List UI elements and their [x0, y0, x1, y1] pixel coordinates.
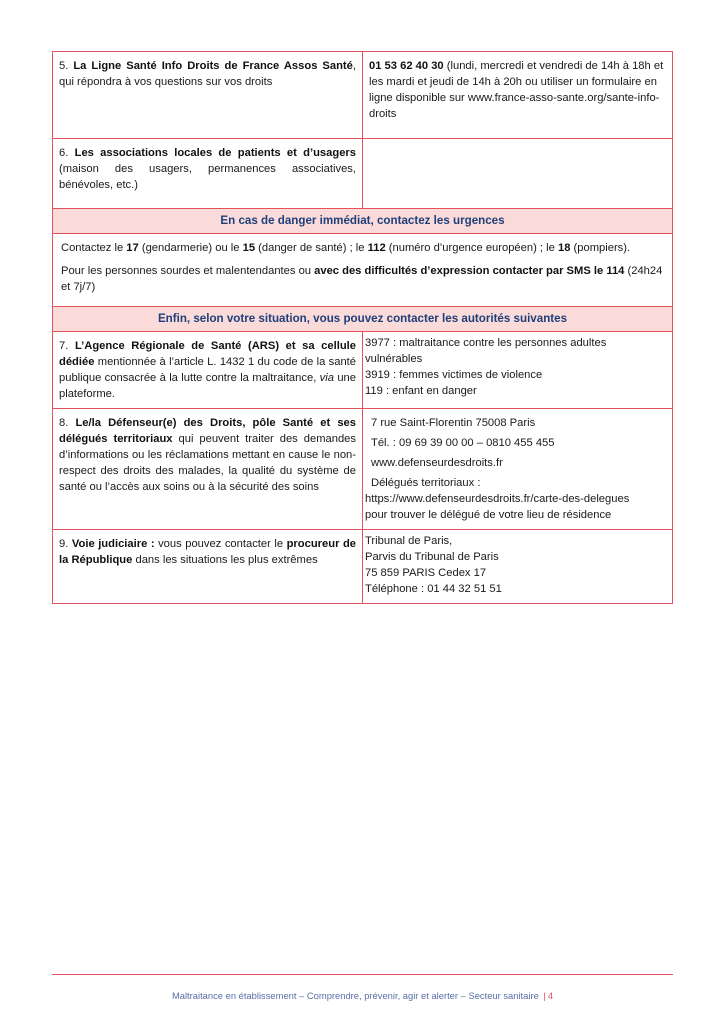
text: (gendarmerie) ou le: [138, 242, 243, 254]
resource-name: Les associations locales de patients et d’usagers: [74, 147, 357, 159]
resource-cell-8: [53, 409, 363, 530]
delegates-url: https://www.defenseurdesdroits.fr/carte-des-delegues: [365, 493, 630, 505]
hotline-line: 3977 : maltraitance contre les personnes adultes vulnérables: [365, 337, 607, 365]
text: Pour les personnes sourdes et malentendantes ou: [61, 265, 315, 277]
page-footer: [52, 990, 673, 1001]
resource-description-end: dans les situations les plus extrêmes: [132, 554, 318, 566]
item-number: 7.: [59, 340, 69, 352]
firefighters-number: 18: [557, 242, 571, 254]
court-line: Téléphone : 01 44 32 51 51: [365, 583, 502, 595]
delegates-block: [365, 491, 666, 523]
resource-description: qui peuvent traiter des demandes d’informations ou les réclamations mettant en cause le non-respect des droits des malades, la qualité du système de santé ou l’accès aux soins ou à la sécurité des soins: [59, 433, 356, 493]
contact-cell-5: [363, 52, 673, 139]
court-line: Parvis du Tribunal de Paris: [365, 551, 499, 563]
contact-cell-9: [363, 530, 673, 604]
resource-name: Le/la Défenseur(e) des Droits, pôle Santé et ses délégués territoriaux: [59, 417, 356, 445]
table-row: [53, 139, 673, 209]
table-row: [53, 332, 673, 409]
italic-word: via: [319, 372, 334, 384]
text: Contactez le: [61, 242, 127, 254]
resource-name: La Ligne Santé Info Droits de France Assos Santé: [73, 60, 353, 72]
resource-cell-9: [53, 530, 363, 604]
resource-description: , qui répondra à vos questions sur vos droits: [59, 60, 356, 88]
sms-emergency: [61, 263, 664, 295]
resource-cell-7: [53, 332, 363, 409]
hotline-line: 3919 : femmes victimes de violence: [365, 369, 543, 381]
resource-description: mentionnée à l’article L. 1432 1 du code de la santé publique consacrée à la lutte contre la maltraitance,: [59, 356, 356, 384]
phone-line: Tél. : 09 69 39 00 00 – 0810 455 455: [371, 437, 555, 449]
item-number: 6.: [59, 147, 69, 159]
emergency-header: En cas de danger immédiat, contactez les urgences: [53, 209, 673, 234]
text: (pompiers).: [570, 242, 631, 254]
samu-number: 15: [242, 242, 256, 254]
gendarmerie-number: 17: [126, 242, 139, 254]
text: (danger de santé) ; le: [255, 242, 368, 254]
resource-name: L’Agence Régionale de Santé (ARS) et sa cellule dédiée: [59, 340, 357, 368]
resource-name: Voie judiciaire :: [71, 538, 155, 550]
phone-number: 01 53 62 40 30: [369, 60, 444, 72]
emergency-cell: [53, 234, 673, 307]
resource-name-2: procureur de la République: [59, 538, 357, 566]
table-row: [53, 209, 673, 234]
text: (24h24 et 7j/7): [61, 265, 663, 293]
resource-cell-5: [53, 52, 363, 139]
footer-separator: |: [543, 990, 546, 1001]
table-row: [53, 409, 673, 530]
sms-number: avec des difficultés d’expression contacter par SMS le 114: [314, 265, 625, 277]
emergency-numbers: [61, 240, 664, 256]
contact-cell-7: [363, 332, 673, 409]
contact-cell-8: [363, 409, 673, 530]
website-line: www.defenseurdesdroits.fr: [371, 457, 503, 469]
footer-divider: [52, 974, 673, 975]
delegates-label: Délégués territoriaux :: [371, 477, 481, 489]
table-row: [53, 530, 673, 604]
address-block: [371, 415, 666, 491]
resource-description: vous pouvez contacter le: [154, 538, 287, 550]
item-number: 8.: [59, 417, 69, 429]
resource-description: (maison des usagers, permanences associatives, bénévoles, etc.): [59, 163, 356, 191]
table-row: [53, 307, 673, 332]
contact-details: (lundi, mercredi et vendredi de 14h à 18h et les mardi et jeudi de 14h à 20h ou utiliser un formulaire en ligne disponible sur www.france-asso-sante.org/sante-info-droits: [369, 60, 664, 120]
address-line: 7 rue Saint-Florentin 75008 Paris: [371, 417, 536, 429]
contact-cell-6: [363, 139, 673, 209]
resource-cell-6: [53, 139, 363, 209]
hotline-line: 119 : enfant en danger: [365, 385, 477, 397]
page-number: 4: [547, 990, 554, 1001]
footer-title: Maltraitance en établissement – Comprendre, prévenir, agir et alerter – Secteur sanitaire: [171, 990, 539, 1001]
table-row: [53, 234, 673, 307]
court-line: Tribunal de Paris,: [365, 535, 453, 547]
item-number: 5.: [59, 60, 69, 72]
item-number: 9.: [59, 538, 69, 550]
table-row: [53, 52, 673, 139]
european-emergency-number: 112: [367, 242, 386, 254]
resource-description-end: une plateforme.: [59, 372, 356, 400]
text: (numéro d’urgence européen) ; le: [385, 242, 558, 254]
court-line: 75 859 PARIS Cedex 17: [365, 567, 487, 579]
resources-table: [52, 51, 673, 604]
delegates-note: pour trouver le délégué de votre lieu de résidence: [365, 509, 612, 521]
authorities-header: Enfin, selon votre situation, vous pouvez contacter les autorités suivantes: [53, 307, 673, 332]
